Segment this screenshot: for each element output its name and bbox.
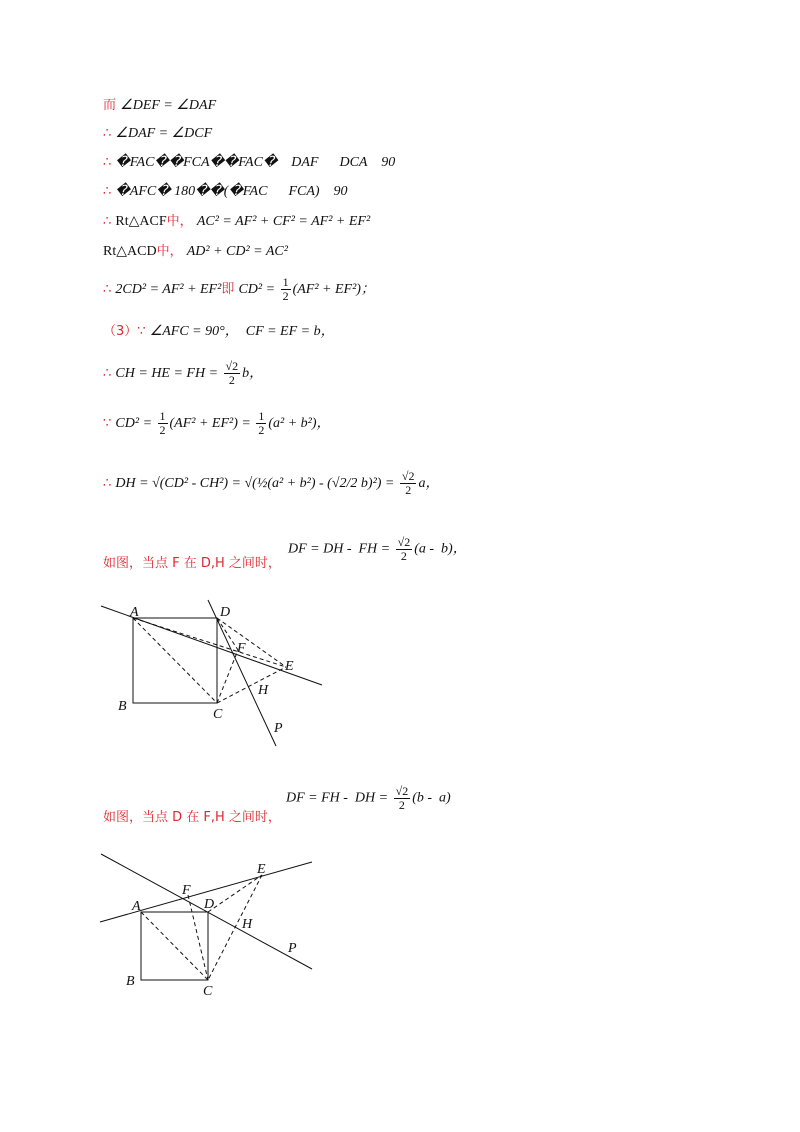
fraction: $\frac{√2}{2}$ xyxy=(397,535,411,563)
dashed-de xyxy=(217,618,286,667)
symbol: 而 xyxy=(103,98,117,113)
label-c: C xyxy=(213,707,223,722)
diagonal-ac xyxy=(141,912,208,980)
expression-3: b， xyxy=(242,366,264,381)
label-e: E xyxy=(257,862,266,877)
square-abcd xyxy=(133,618,217,703)
expression: CH = HE = FH = xyxy=(115,366,222,381)
proof-line-2 xyxy=(103,125,212,143)
expression: AD² + CD² = AC² xyxy=(186,244,288,259)
diagonal-ac xyxy=(133,618,217,703)
expression: ∠DAF = ∠DCF xyxy=(115,126,213,141)
line-fp xyxy=(101,854,312,969)
case1-heading: 如图，当点 F 在 D,H 之间时， xyxy=(103,556,281,571)
line-af xyxy=(101,606,322,685)
label-a: A xyxy=(132,899,141,914)
case1-equation xyxy=(288,536,467,563)
dashed-cf xyxy=(217,650,238,703)
label-b: B xyxy=(118,699,127,714)
symbol: ∴ xyxy=(103,126,112,141)
symbol: ∴ xyxy=(103,155,112,170)
dashed-ce xyxy=(217,667,286,703)
label-f: F xyxy=(237,641,246,656)
symbol: ∴ xyxy=(103,366,112,381)
fraction-2: $\frac{1}{2}$ xyxy=(258,409,265,437)
label-h: H xyxy=(258,683,269,698)
connector: 中， xyxy=(156,244,183,259)
proof-line-1 xyxy=(103,97,216,115)
line-dp xyxy=(208,600,276,746)
label-p: P xyxy=(274,721,283,736)
label-b: B xyxy=(126,974,135,989)
symbol: ∴ xyxy=(103,282,112,297)
symbol: （3）∵ xyxy=(103,324,146,339)
fraction: $\frac{√2}{2}$ xyxy=(395,784,409,812)
expression: AC² = AF² + CF² = AF² + EF² xyxy=(196,214,371,229)
symbol: ∴ xyxy=(103,476,112,491)
expression-3: a， xyxy=(418,476,440,491)
label-a: A xyxy=(130,605,139,620)
expression: �FAC��FCA��FAC� DAF DCA 90 xyxy=(115,155,396,170)
label-c: C xyxy=(203,984,213,999)
proof-line-8 xyxy=(103,323,335,341)
fraction: $\frac{1}{2}$ xyxy=(159,409,166,437)
proof-line-3 xyxy=(103,154,395,172)
expression: 2CD² = AF² + EF² xyxy=(115,282,222,297)
proof-line-7 xyxy=(103,276,375,303)
equation-text: DF = FH - DH = xyxy=(286,790,392,806)
proof-line-5 xyxy=(103,213,370,231)
triangle-label: Rt△ACF xyxy=(115,214,167,229)
square-abcd xyxy=(141,912,208,980)
line-ae xyxy=(100,862,312,922)
expression: ∠DEF = ∠DAF xyxy=(120,98,217,113)
dashed-ae xyxy=(133,618,286,667)
expression: �AFC� 180��(�FAC FCA) 90 xyxy=(115,184,348,199)
expression-2: CD² = xyxy=(238,282,279,297)
proof-line-9 xyxy=(103,360,263,387)
symbol: ∴ xyxy=(103,214,112,229)
label-d: D xyxy=(220,605,231,620)
proof-line-11 xyxy=(103,470,439,497)
symbol: ∴ xyxy=(103,184,112,199)
label-f: F xyxy=(182,883,191,898)
connector: 中， xyxy=(166,214,193,229)
connector: 即 xyxy=(221,282,235,297)
dashed-df xyxy=(217,618,238,650)
equation-tail: (b - a) xyxy=(412,790,451,806)
fraction: $\frac{√2}{2}$ xyxy=(225,359,239,387)
triangle-label: Rt△ACD xyxy=(103,244,157,259)
case2-heading: 如图，当点 D 在 F,H 之间时， xyxy=(103,810,281,825)
dashed-de xyxy=(208,875,262,912)
expression-3: (AF² + EF²)； xyxy=(292,282,375,297)
dashed-ec xyxy=(208,875,262,980)
fraction: $\frac{√2}{2}$ xyxy=(401,469,415,497)
expression-3: (AF² + EF²) = xyxy=(169,416,255,431)
symbol: ∵ xyxy=(103,416,112,431)
expression: DH = √(CD² - CH²) = √(½(a² + b²) - (√2/2 b)²) = xyxy=(115,476,398,491)
expression: ∠AFC = 90°， CF = EF = b， xyxy=(149,324,335,339)
proof-line-10 xyxy=(103,410,331,437)
label-d: D xyxy=(204,897,215,912)
equation-text: DF = DH - FH = xyxy=(288,541,394,557)
proof-line-4 xyxy=(103,183,348,201)
label-h: H xyxy=(242,917,253,932)
proof-line-6 xyxy=(103,243,288,261)
expression-4: (a² + b²)， xyxy=(268,416,331,431)
fraction: $\frac{1}{2}$ xyxy=(282,275,289,303)
expression: CD² = xyxy=(115,416,156,431)
equation-tail: (a - b)， xyxy=(414,541,467,557)
label-p: P xyxy=(288,941,297,956)
dashed-fc xyxy=(188,895,208,980)
label-e: E xyxy=(285,659,294,674)
case2-equation xyxy=(286,785,451,812)
